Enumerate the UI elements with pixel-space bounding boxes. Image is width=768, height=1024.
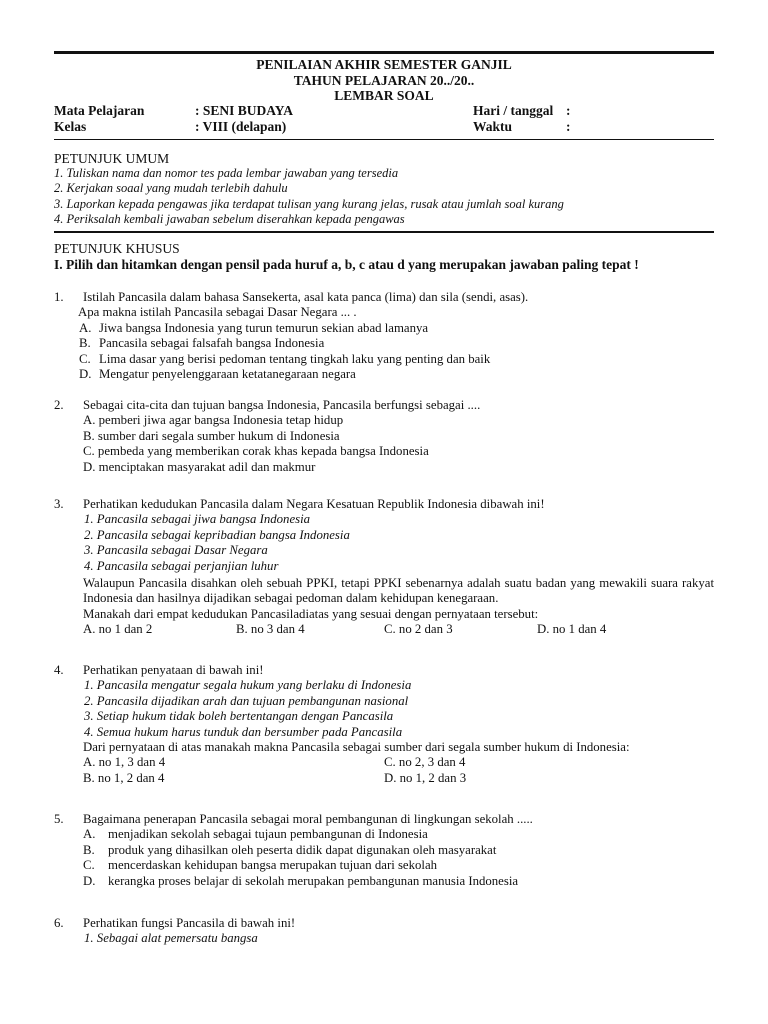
time-value: : [566, 119, 571, 134]
general-item: 2. Kerjakan soaal yang mudah terlebih dahulu [54, 181, 288, 196]
question-number: 5. [54, 812, 64, 826]
option-a[interactable]: A. pemberi jiwa agar bangsa Indonesia tetap hidup [83, 413, 344, 428]
question-stem: Sebagai cita-cita dan tujuan bangsa Indonesia, Pancasila berfungsi sebagai .... [83, 398, 481, 412]
question-paragraph: Walaupun Pancasila disahkan oleh sebuah PPKI, tetapi PPKI sebenarnya adalah suatu badan yang mewakili suara rakyat Indonesia dan hasilnya dijadikan sebagai pedoman dalam kehidupan kenegaraan. [83, 576, 714, 606]
general-item: 3. Laporkan kepada pengawas jika terdapat tulisan yang kurang jelas, rusak atau jumlah soal kurang [54, 196, 564, 211]
option-c[interactable]: C. pembeda yang memberikan corak khas kepada bangsa Indonesia [83, 444, 429, 459]
question-number: 3. [54, 497, 64, 511]
general-item: 4. Periksalah kembali jawaban sebelum diserahkan kepada pengawas [54, 211, 405, 226]
option-a[interactable]: A. no 1 dan 2 [83, 622, 153, 637]
question-stem: Apa makna istilah Pancasila sebagai Dasar Negara ... . [78, 305, 357, 320]
question-stem: Perhatikan penyataan di bawah ini! [83, 663, 264, 677]
option-letter: B. [83, 842, 95, 857]
statement-item: 4. Semua hukum harus tunduk dan bersumber pada Pancasila [84, 724, 403, 739]
option-d[interactable]: D. menciptakan masyarakat adil dan makmur [83, 459, 316, 474]
question-number: 4. [54, 663, 64, 677]
option-b[interactable] [83, 843, 714, 858]
option-b[interactable]: B. sumber dari segala sumber hukum di Indonesia [83, 428, 340, 443]
option-b[interactable] [79, 336, 714, 351]
option-text: produk yang dihasilkan oleh peserta didik dapat digunakan oleh masyarakat [108, 842, 497, 857]
header-sheet: LEMBAR SOAL [334, 88, 434, 103]
statement-item: 2. Pancasila dijadikan arah dan tujuan pembangunan nasional [84, 693, 409, 708]
statement-item: 1. Pancasila mengatur segala hukum yang berlaku di Indonesia [84, 678, 412, 693]
option-a[interactable] [79, 321, 714, 336]
question-1 [54, 290, 714, 382]
question-number: 6. [54, 916, 64, 930]
option-c[interactable]: C. no 2, 3 dan 4 [384, 755, 466, 770]
question-2 [54, 398, 714, 475]
question-prompt: Dari pernyataan di atas manakah makna Pancasila sebagai sumber dari segala sumber hukum di Indonesia: [83, 740, 630, 755]
question-3 [54, 497, 714, 638]
option-d[interactable] [79, 367, 714, 382]
option-letter: D. [79, 367, 92, 382]
statement-item: 4. Pancasila sebagai perjanjian luhur [84, 558, 279, 573]
meta-divider [54, 139, 714, 140]
option-text: Pancasila sebagai falsafah bangsa Indonesia [99, 336, 325, 351]
question-number: 2. [54, 398, 64, 412]
class-value: : VIII (delapan) [195, 119, 287, 134]
option-c[interactable] [79, 352, 714, 367]
option-d[interactable]: D. no 1 dan 4 [537, 622, 607, 637]
top-rule [54, 51, 714, 54]
question-stem: Bagaimana penerapan Pancasila sebagai moral pembangunan di lingkungan sekolah ..... [83, 812, 533, 826]
option-a[interactable] [83, 827, 714, 842]
option-letter: D. [83, 873, 96, 888]
special-instructions-title: PETUNJUK KHUSUS [54, 241, 180, 256]
general-instructions-title: PETUNJUK UMUM [54, 151, 170, 166]
question-stem: Istilah Pancasila dalam bahasa Sansekerta, asal kata panca (lima) dan sila (sendi, asas). [83, 290, 529, 304]
option-letter: C. [83, 858, 95, 873]
option-letter: A. [79, 320, 92, 335]
header-year: TAHUN PELAJARAN 20../20.. [293, 73, 475, 88]
question-stem: Perhatikan kedudukan Pancasila dalam Negara Kesatuan Republik Indonesia dibawah ini! [83, 497, 545, 511]
option-b[interactable]: B. no 1, 2 dan 4 [83, 770, 165, 785]
option-a[interactable]: A. no 1, 3 dan 4 [83, 755, 166, 770]
question-4 [54, 663, 714, 786]
options-row [83, 755, 714, 770]
option-text: kerangka proses belajar di sekolah merupakan pembangunan manusia Indonesia [108, 873, 519, 888]
question-stem: Perhatikan fungsi Pancasila di bawah ini! [83, 916, 296, 930]
option-text: Jiwa bangsa Indonesia yang turun temurun sekian abad lamanya [99, 320, 429, 335]
time-label: Waktu [473, 119, 513, 134]
option-letter: C. [79, 351, 91, 366]
statement-item: 3. Setiap hukum tidak boleh bertentangan dengan Pancasila [84, 709, 394, 724]
question-prompt: Manakah dari empat kedudukan Pancasiladiatas yang sesuai dengan pernyataan tersebut: [83, 606, 539, 621]
statement-item: 3. Pancasila sebagai Dasar Negara [84, 543, 268, 558]
question-5 [54, 812, 714, 889]
day-value: : [566, 103, 571, 118]
option-c[interactable] [83, 858, 714, 873]
section-divider [54, 231, 714, 233]
statement-item: 1. Sebagai alat pemersatu bangsa [84, 931, 258, 946]
general-item: 1. Tuliskan nama dan nomor tes pada lembar jawaban yang tersedia [54, 166, 399, 180]
option-text: Lima dasar yang berisi pedoman tentang tingkah laku yang penting dan baik [99, 351, 491, 366]
option-d[interactable] [83, 874, 714, 889]
special-instruction: I. Pilih dan hitamkan dengan pensil pada huruf a, b, c atau d yang merupakan jawaban paling tepat ! [54, 257, 639, 272]
option-letter: B. [79, 336, 91, 351]
option-text: menjadikan sekolah sebagai tujaun pembangunan di Indonesia [108, 827, 428, 842]
options-row [83, 771, 714, 786]
class-label: Kelas [54, 119, 87, 134]
option-d[interactable]: D. no 1, 2 dan 3 [384, 770, 467, 785]
option-text: Mengatur penyelenggaraan ketatanegaraan negara [99, 367, 356, 382]
options-row [83, 622, 714, 637]
subject-value: : SENI BUDAYA [195, 103, 294, 118]
option-c[interactable]: C. no 2 dan 3 [384, 622, 453, 637]
day-label: Hari / tanggal [473, 103, 554, 118]
question-6 [54, 916, 714, 947]
option-b[interactable]: B. no 3 dan 4 [236, 622, 305, 637]
header-title: PENILAIAN AKHIR SEMESTER GANJIL [256, 57, 512, 72]
question-number: 1. [54, 290, 64, 304]
statement-item: 1. Pancasila sebagai jiwa bangsa Indonesia [84, 512, 311, 527]
statement-item: 2. Pancasila sebagai kepribadian bangsa Indonesia [84, 527, 350, 542]
general-instructions-list [54, 166, 714, 227]
option-text: mencerdaskan kehidupan bangsa merupakan tujuan dari sekolah [108, 858, 438, 873]
subject-label: Mata Pelajaran [54, 103, 145, 118]
option-letter: A. [83, 827, 96, 842]
